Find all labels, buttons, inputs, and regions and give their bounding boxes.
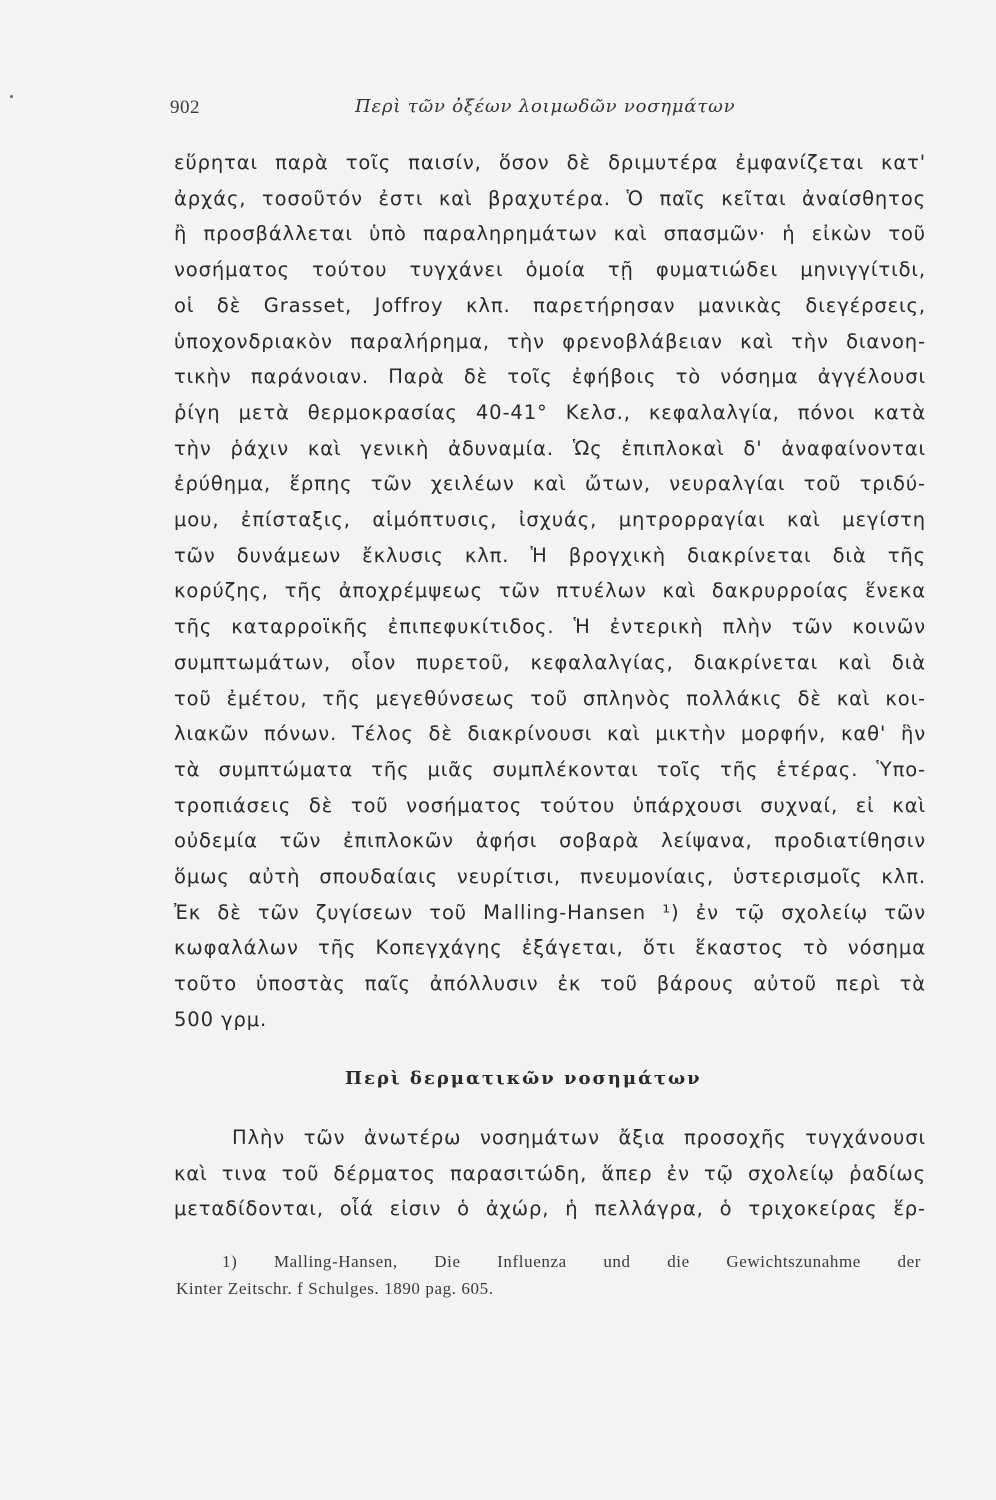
- text-line: Ἐκ δὲ τῶν ζυγίσεων τοῦ Malling-Hansen ¹) ἐν τῷ σχολείῳ τῶν: [174, 900, 926, 924]
- text-line: ῥίγη μετὰ θερμοκρασίας 40-41° Κελσ., κεφαλαλγία, πόνοι κατὰ: [174, 400, 926, 424]
- text-line: τικὴν παράνοιαν. Παρὰ δὲ τοῖς ἐφήβοις τὸ νόσημα ἀγγέλουσι: [174, 365, 926, 389]
- text-line: τοῦ ἐμέτου, τῆς μεγεθύνσεως τοῦ σπληνὸς πολλάκις δὲ καὶ κοι-: [174, 686, 926, 710]
- second-paragraph: [174, 1120, 926, 1227]
- page-number: 902: [170, 97, 200, 118]
- text-line: τροπιάσεις δὲ τοῦ νοσήματος τούτου ὑπάρχουσι συχναί, εἰ καὶ: [174, 793, 926, 817]
- text-line: οὐδεμία τῶν ἐπιπλοκῶν ἀφήσι σοβαρὰ λείψανα, προδιατίθησιν: [174, 829, 926, 853]
- text-line: κορύζης, τῆς ἀποχρέμψεως τῶν πτυέλων καὶ δακρυρροίας ἕνεκα: [174, 579, 926, 603]
- running-title: Περὶ τῶν ὀξέων λοιμωδῶν νοσημάτων: [355, 96, 736, 117]
- text-line: μεταδίδονται, οἷά εἰσιν ὁ ἀχώρ, ἡ πελλάγρα, ὁ τριχοκείρας ἕρ-: [174, 1197, 926, 1221]
- text-line: τὴν ῥάχιν καὶ γενικὴ ἀδυναμία. Ὡς ἐπιπλοκαὶ δ' ἀναφαίνονται: [174, 436, 926, 460]
- text-line: τὰ συμπτώματα τῆς μιᾶς συμπλέκονται τοῖς τῆς ἑτέρας. Ὑπο-: [174, 757, 926, 781]
- text-line: ὅμως αὐτὴ σπουδαίαις νευρίτισι, πνευμονίαις, ὑστερισμοῖς κλπ.: [174, 865, 926, 889]
- footnote: [176, 1248, 921, 1302]
- text-line: τοῦτο ὑποστὰς παῖς ἀπόλλυσιν ἐκ τοῦ βάρους αὐτοῦ περὶ τὰ: [174, 972, 926, 996]
- text-line: ἢ προσβάλλεται ὑπὸ παραληρημάτων καὶ σπασμῶν· ἡ εἰκὼν τοῦ: [174, 222, 926, 246]
- text-line: μου, ἐπίσταξις, αἱμόπτυσις, ἰσχυάς, μητρορραγίαι καὶ μεγίστη: [174, 508, 926, 532]
- text-line: ἀρχάς, τοσοῦτόν ἐστι καὶ βραχυτέρα. Ὁ παῖς κεῖται ἀναίσθητος: [174, 186, 926, 210]
- scan-speck: [10, 95, 13, 98]
- text-line: τῶν δυνάμεων ἔκλυσις κλπ. Ἡ βρογχικὴ διακρίνεται διὰ τῆς: [174, 543, 926, 567]
- text-line: ἐρύθημα, ἕρπης τῶν χειλέων καὶ ὤτων, νευραλγίαι τοῦ τριδύ-: [174, 472, 926, 496]
- text-line: κωφαλάλων τῆς Κοπεγχάγης ἐξάγεται, ὅτι ἕκαστος τὸ νόσημα: [174, 936, 926, 960]
- text-line: συμπτωμάτων, οἷον πυρετοῦ, κεφαλαλγίας, διακρίνεται καὶ διὰ: [174, 650, 926, 674]
- footnote-line: Kinter Zeitschr. f Schulges. 1890 pag. 605.: [176, 1279, 494, 1298]
- text-line: Πλὴν τῶν ἀνωτέρω νοσημάτων ἄξια προσοχῆς τυγχάνουσι: [232, 1126, 926, 1149]
- text-line: νοσήματος τούτου τυγχάνει ὁμοία τῇ φυματιώδει μηνιγγίτιδι,: [174, 258, 926, 282]
- text-line: λιακῶν πόνων. Τέλος δὲ διακρίνουσι καὶ μικτὴν μορφήν, καθ' ἣν: [174, 722, 926, 746]
- text-line: 500 γρμ.: [174, 1007, 268, 1031]
- footnote-line: 1) Malling-Hansen, Die Influenza und die Gewichtszunahme der: [222, 1252, 921, 1271]
- main-paragraph: [174, 145, 926, 1038]
- text-line: καὶ τινα τοῦ δέρματος παρασιτώδη, ἅπερ ἐν τῷ σχολείῳ ῥαδίως: [174, 1161, 926, 1185]
- text-line: ὑποχονδριακὸν παραλήρημα, τὴν φρενοβλάβειαν καὶ τὴν διανοη-: [174, 329, 926, 353]
- text-line: εὕρηται παρὰ τοῖς παισίν, ὅσον δὲ δριμυτέρα ἐμφανίζεται κατ': [174, 151, 926, 174]
- section-heading: Περὶ δερματικῶν νοσημάτων: [345, 1068, 702, 1089]
- text-line: τῆς καταρροϊκῆς ἐπιπεφυκίτιδος. Ἡ ἐντερικὴ πλὴν τῶν κοινῶν: [174, 615, 926, 639]
- text-line: οἱ δὲ Grasset, Joffroy κλπ. παρετήρησαν μανικὰς διεγέρσεις,: [174, 293, 926, 317]
